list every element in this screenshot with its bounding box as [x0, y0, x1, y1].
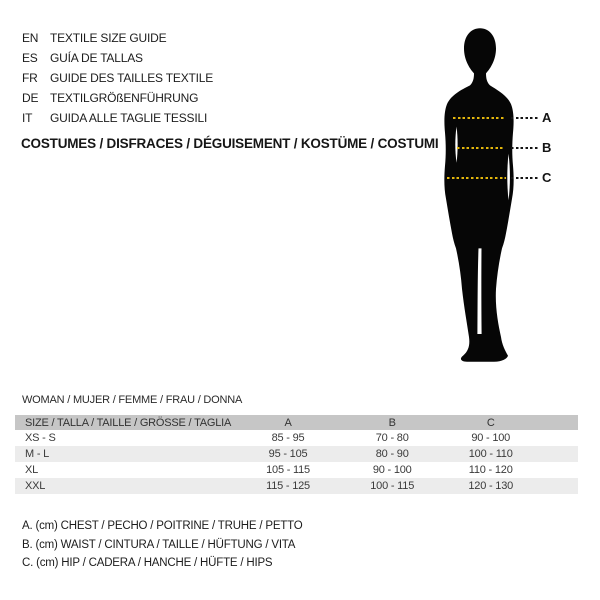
waist-line-leader: [511, 147, 538, 149]
language-code: EN: [22, 31, 39, 45]
header-a: A: [235, 415, 342, 430]
hip-line-label: C: [542, 170, 552, 185]
header-c: C: [443, 415, 539, 430]
language-label: TEXTILGRÖßENFÜHRUNG: [50, 91, 199, 105]
waist-line-label: B: [542, 140, 552, 155]
cell-c: 110 - 120: [468, 464, 513, 476]
cell-b: 70 - 80: [375, 432, 409, 444]
cell-a: 115 - 125: [266, 480, 310, 492]
language-code: DE: [22, 91, 39, 105]
table-header-row: [15, 415, 578, 430]
chest-line-on-body: [453, 117, 506, 119]
hip-line-on-body: [447, 177, 506, 179]
language-code: ES: [22, 51, 38, 65]
table-row: [15, 478, 578, 494]
cell-a: 85 - 95: [271, 432, 305, 444]
category-title: COSTUMES / DISFRACES / DÉGUISEMENT / KOSTÜME / COSTUMI: [21, 136, 439, 151]
cell-b: 80 - 90: [375, 448, 409, 460]
cell-b: 90 - 100: [372, 464, 412, 476]
legend-waist: B. (cm) WAIST / CINTURA / TAILLE / HÜFTUNG / VITA: [22, 538, 296, 551]
cell-a: 105 - 115: [266, 464, 310, 476]
woman-silhouette-image: [439, 26, 519, 364]
hip-line-leader: [511, 177, 538, 179]
table-row: [15, 462, 578, 478]
chest-line-leader: [511, 117, 538, 119]
header-b: B: [342, 415, 443, 430]
table-row: [15, 430, 578, 446]
language-label: TEXTILE SIZE GUIDE: [50, 31, 167, 45]
legend-chest: A. (cm) CHEST / PECHO / POITRINE / TRUHE / PETTO: [22, 520, 303, 532]
measurement-legend: [22, 517, 303, 573]
legend-hip: C. (cm) HIP / CADERA / HANCHE / HÜFTE / HIPS: [22, 557, 273, 570]
language-code: FR: [22, 71, 38, 85]
size-table: [15, 415, 578, 494]
table-title: WOMAN / MUJER / FEMME / FRAU / DONNA: [22, 394, 243, 406]
cell-spacer: [539, 478, 578, 494]
language-label: GUIDA ALLE TAGLIE TESSILI: [50, 111, 208, 125]
waist-line-on-body: [457, 147, 503, 149]
cell-a: 95 - 105: [268, 448, 308, 460]
table-row: [15, 446, 578, 462]
language-label: GUIDE DES TAILLES TEXTILE: [50, 71, 214, 85]
cell-c: 90 - 100: [471, 432, 511, 444]
chest-line-label: A: [542, 110, 552, 125]
cell-b: 100 - 115: [370, 480, 415, 492]
cell-spacer: [539, 430, 578, 446]
cell-size: XS - S: [25, 432, 56, 444]
header-size: SIZE / TALLA / TAILLE / GRÖSSE / TAGLIA: [15, 415, 235, 430]
cell-spacer: [539, 462, 578, 478]
cell-c: 120 - 130: [468, 480, 514, 492]
cell-size: XXL: [25, 480, 46, 492]
cell-spacer: [539, 446, 578, 462]
header-spacer: [539, 415, 578, 430]
cell-size: M - L: [25, 448, 50, 460]
language-label: GUÍA DE TALLAS: [50, 51, 143, 65]
cell-c: 100 - 110: [468, 448, 513, 460]
language-code: IT: [22, 111, 33, 125]
cell-size: XL: [25, 464, 39, 476]
